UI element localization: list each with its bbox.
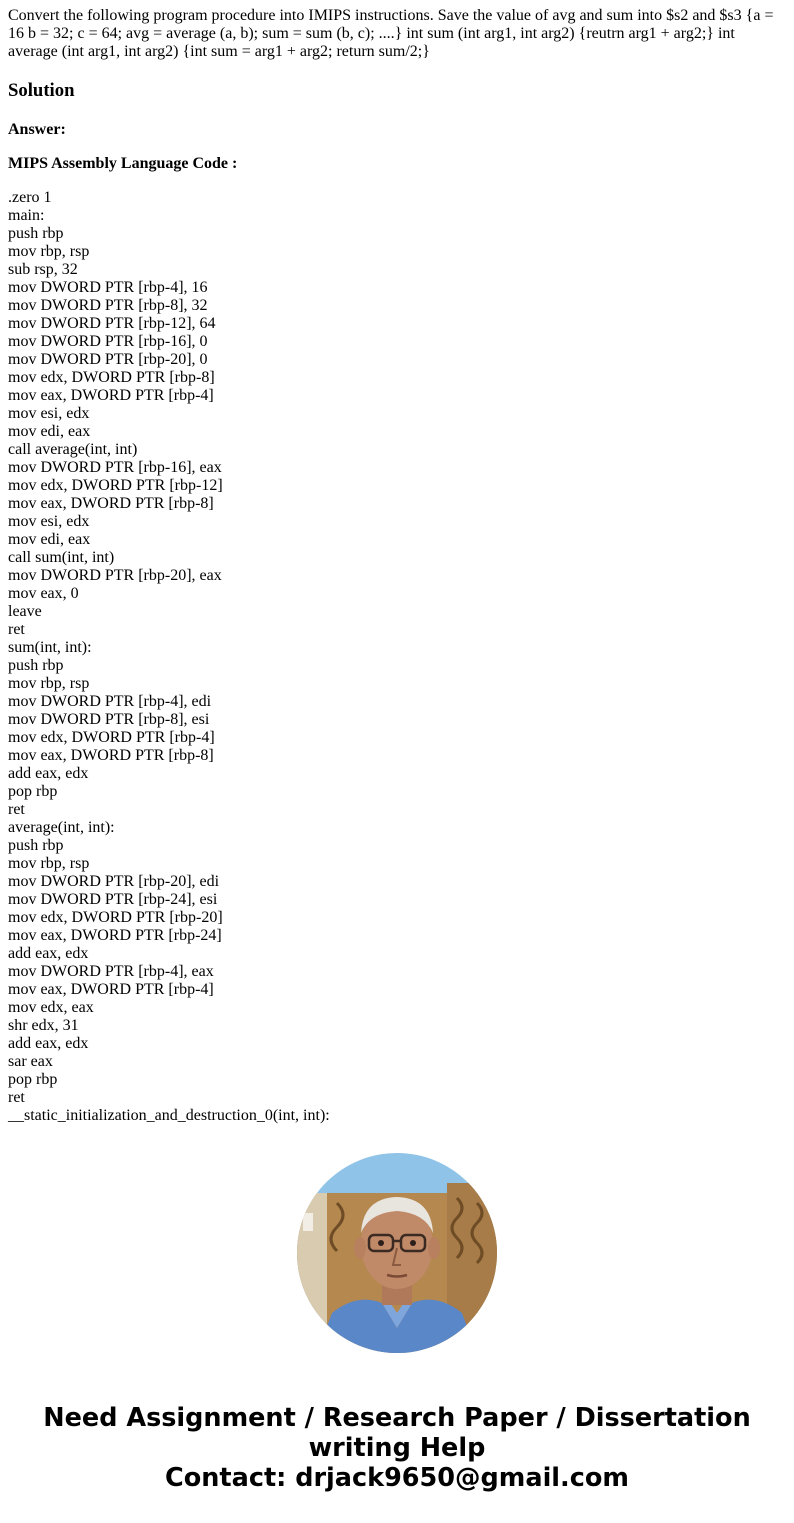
code-line: mov DWORD PTR [rbp-20], eax [8, 567, 222, 584]
code-block [8, 189, 786, 1125]
code-line: ret [8, 621, 25, 638]
code-line: average(int, int): [8, 819, 115, 836]
code-line: sub rsp, 32 [8, 261, 78, 278]
code-line: call average(int, int) [8, 441, 138, 458]
code-line: mov edx, DWORD PTR [rbp-4] [8, 729, 215, 746]
question-text: Convert the following program procedure into IMIPS instructions. Save the value of avg and sum into $s2 and $s3 {a = 16 b = 32; c = 64; avg = average (a, b); sum = sum (b, c); ....} int sum (int arg1, int arg2) {reutrn arg1 + arg2;} int average (int arg1, int arg2) {int sum = arg1 + arg2; return sum/2;} [8, 7, 774, 60]
code-line: push rbp [8, 837, 64, 854]
code-line: pop rbp [8, 1071, 58, 1088]
code-line: __static_initialization_and_destruction_0(int, int): [8, 1107, 330, 1124]
code-line: mov DWORD PTR [rbp-4], edi [8, 693, 212, 710]
code-line: mov edx, eax [8, 999, 94, 1016]
code-line: mov rbp, rsp [8, 675, 90, 692]
code-line: mov DWORD PTR [rbp-20], 0 [8, 351, 208, 368]
promo-line-1: Need Assignment / Research Paper / Dissertation [43, 1403, 751, 1433]
code-line: mov DWORD PTR [rbp-16], eax [8, 459, 222, 476]
code-line: mov DWORD PTR [rbp-16], 0 [8, 333, 208, 350]
document-content [8, 7, 786, 1125]
code-line: mov edi, eax [8, 423, 91, 440]
promo-footer [0, 1403, 794, 1493]
code-line: mov DWORD PTR [rbp-4], eax [8, 963, 214, 980]
code-line: mov esi, edx [8, 405, 90, 422]
code-line: mov edi, eax [8, 531, 91, 548]
code-line: mov edx, DWORD PTR [rbp-12] [8, 477, 223, 494]
code-line: add eax, edx [8, 765, 89, 782]
code-line: add eax, edx [8, 945, 89, 962]
code-line: mov DWORD PTR [rbp-12], 64 [8, 315, 216, 332]
code-line: mov rbp, rsp [8, 855, 90, 872]
code-line: mov eax, DWORD PTR [rbp-24] [8, 927, 222, 944]
promo-line-2: writing Help [308, 1433, 486, 1463]
code-line: pop rbp [8, 783, 58, 800]
code-line: call sum(int, int) [8, 549, 115, 566]
code-line: sar eax [8, 1053, 53, 1070]
code-line: mov eax, DWORD PTR [rbp-4] [8, 981, 214, 998]
code-line: mov esi, edx [8, 513, 90, 530]
code-line: mov eax, 0 [8, 585, 79, 602]
solution-heading: Solution [8, 80, 75, 101]
author-photo [297, 1153, 497, 1353]
code-line: leave [8, 603, 42, 620]
code-line: mov DWORD PTR [rbp-8], 32 [8, 297, 208, 314]
code-line: mov edx, DWORD PTR [rbp-8] [8, 369, 215, 386]
code-line: push rbp [8, 657, 64, 674]
code-line: mov eax, DWORD PTR [rbp-8] [8, 747, 214, 764]
code-line: shr edx, 31 [8, 1017, 79, 1034]
code-line: mov DWORD PTR [rbp-8], esi [8, 711, 210, 728]
code-line: mov DWORD PTR [rbp-24], esi [8, 891, 218, 908]
code-line: mov eax, DWORD PTR [rbp-8] [8, 495, 214, 512]
code-line: mov rbp, rsp [8, 243, 90, 260]
code-line: ret [8, 1089, 25, 1106]
code-line: main: [8, 207, 45, 224]
answer-label: Answer: [8, 121, 66, 138]
code-line: mov DWORD PTR [rbp-4], 16 [8, 279, 208, 296]
code-title: MIPS Assembly Language Code : [8, 155, 238, 172]
code-line: mov eax, DWORD PTR [rbp-4] [8, 387, 214, 404]
code-line: .zero 1 [8, 189, 52, 206]
code-line: ret [8, 801, 25, 818]
code-line: mov DWORD PTR [rbp-20], edi [8, 873, 220, 890]
code-line: add eax, edx [8, 1035, 89, 1052]
code-line: mov edx, DWORD PTR [rbp-20] [8, 909, 223, 926]
contact-line: Contact: drjack9650@gmail.com [165, 1463, 629, 1493]
code-line: push rbp [8, 225, 64, 242]
code-line: sum(int, int): [8, 639, 92, 656]
